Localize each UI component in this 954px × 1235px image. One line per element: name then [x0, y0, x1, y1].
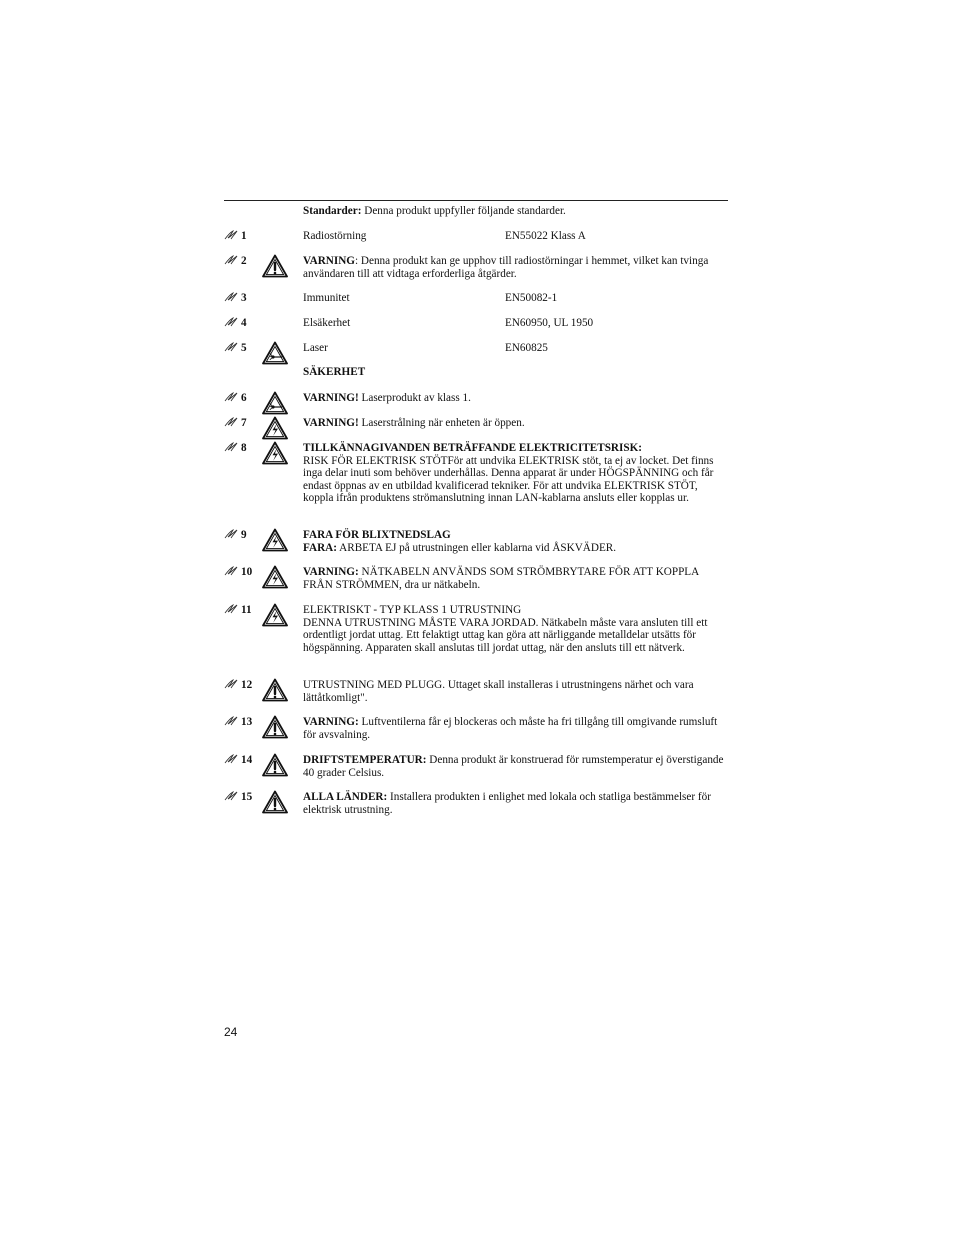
item-number: [224, 754, 260, 767]
item-number: [224, 417, 260, 430]
item-number-value: 9: [241, 529, 247, 541]
item-body: Installera produkten i enlighet med lokala och statliga bestämmelser för elektrisk utrustning.: [303, 791, 711, 816]
list-item: [224, 292, 728, 305]
item-number-value: 11: [241, 604, 252, 616]
item-body: Laserprodukt av klass 1.: [358, 392, 471, 404]
electric-shock-icon: [262, 416, 288, 440]
item-bold-lead-2: FARA:: [303, 541, 337, 554]
pen-note-icon: [224, 417, 239, 427]
item-bold-lead: VARNING!: [303, 392, 359, 404]
list-item: [224, 342, 728, 355]
pen-note-icon: [224, 791, 239, 801]
item-number-value: 15: [241, 791, 253, 803]
warning-exclamation-icon: [262, 753, 288, 777]
item-number: [224, 317, 260, 330]
section-heading: [303, 366, 728, 379]
list-item: [224, 417, 728, 430]
list-item: [224, 442, 728, 505]
item-number-value: 5: [241, 342, 247, 354]
standard-label: Laser: [303, 342, 328, 354]
list-item: [224, 529, 728, 554]
standard-label: Elsäkerhet: [303, 317, 351, 329]
item-bold-lead: ALLA LÄNDER:: [303, 791, 388, 803]
item-text: [303, 255, 728, 280]
item-body: Luftventilerna får ej blockeras och måste ha fri tillgång till omgivande rumsluft för avsvalning.: [303, 716, 718, 741]
list-item: [224, 255, 728, 280]
item-body: Denna produkt är konstruerad för rumstemperatur ej överstigande 40 grader Celsius.: [303, 754, 724, 779]
pen-note-icon: [224, 317, 239, 327]
item-number: [224, 292, 260, 305]
pen-note-icon: [224, 342, 239, 352]
item-number-value: 13: [241, 716, 253, 728]
item-text: [303, 754, 728, 779]
item-number-value: 6: [241, 392, 247, 404]
pen-note-icon: [224, 255, 239, 265]
item-bold-lead: TILLKÄNNAGIVANDEN BETRÄFFANDE ELEKTRICITETSRISK:: [303, 442, 643, 454]
item-bold-lead: VARNING:: [303, 566, 359, 578]
item-number-value: 8: [241, 442, 247, 454]
pen-note-icon: [224, 716, 239, 726]
list-item: [224, 791, 728, 816]
item-text: [303, 417, 728, 430]
item-bold-lead: VARNING!: [303, 417, 359, 429]
item-body: : Denna produkt kan ge upphov till radiostörningar i hemmet, vilket kan tvinga användaren till att vidtaga erforderliga åtgärder.: [303, 255, 709, 280]
item-number-value: 3: [241, 292, 247, 304]
item-text: [303, 566, 728, 591]
pen-note-icon: [224, 230, 239, 240]
item-number-value: 14: [241, 754, 253, 766]
item-body: ELEKTRISKT - TYP KLASS 1 UTRUSTNING DENNA UTRUSTNING MÅSTE VARA JORDAD. Nätkabeln måste vara ansluten till ett ordentligt jordat uttag. Ett felaktigt uttag kan göra att närliggande metalldelar utsätts för högspänning. Apparaten skall anslutas till jordat uttag, när den ansluts till ett nätverk.: [303, 604, 708, 654]
laser-warning-icon: [262, 341, 288, 365]
top-rule: [224, 200, 728, 201]
item-number-value: 2: [241, 255, 247, 267]
item-number: [224, 529, 260, 542]
standard-value: EN50082-1: [505, 292, 558, 304]
item-text: [303, 529, 728, 554]
electric-shock-icon: [262, 565, 288, 589]
pen-note-icon: [224, 679, 239, 689]
pen-note-icon: [224, 754, 239, 764]
intro-text: Denna produkt uppfyller följande standarder.: [361, 205, 566, 217]
pen-note-icon: [224, 604, 239, 614]
list-item: [224, 230, 728, 243]
item-bold-lead: VARNING:: [303, 716, 359, 728]
item-number-value: 7: [241, 417, 247, 429]
electric-shock-icon: [262, 528, 288, 552]
section-heading-text: SÄKERHET: [303, 366, 366, 378]
list-item: [224, 392, 728, 405]
item-number-value: 4: [241, 317, 247, 329]
standard-label: Immunitet: [303, 292, 350, 304]
pen-note-icon: [224, 566, 239, 576]
intro-label: Standarder:: [303, 205, 362, 217]
item-body: RISK FÖR ELEKTRISK STÖTFör att undvika ELEKTRISK stöt, ta ej av locket. Det finns inga delar inuti som behöver underhållas. Denna apparat är under HÖGSPÄNNING och får endast öppnas av en utbildad kvalificerad tekniker. För att undvika ELEKTRISK STÖT, koppla ifrån produktens strömanslutning innan LAN-kablarna ansluts eller kopplas ur.: [303, 454, 714, 505]
list-item: [224, 604, 728, 654]
section-heading-row: [224, 366, 728, 379]
standard-value: EN55022 Klass A: [505, 230, 586, 242]
warning-exclamation-icon: [262, 715, 288, 739]
list-item: [224, 566, 728, 591]
item-number-value: 12: [241, 679, 253, 691]
electric-shock-icon: [262, 441, 288, 465]
item-number-value: 10: [241, 566, 253, 578]
pen-note-icon: [224, 442, 239, 452]
item-number: [224, 716, 260, 729]
pen-note-icon: [224, 529, 239, 539]
item-body: NÄTKABELN ANVÄNDS SOM STRÖMBRYTARE FÖR ATT KOPPLA FRÅN STRÖMMEN, dra ur nätkabeln.: [303, 566, 699, 591]
item-text: [303, 442, 728, 505]
warning-exclamation-icon: [262, 790, 288, 814]
standard-value: EN60825: [505, 342, 548, 354]
item-text: [303, 392, 728, 405]
item-body: ARBETA EJ på utrustningen eller kablarna vid ÅSKVÄDER.: [336, 541, 617, 554]
item-text: [303, 791, 728, 816]
item-number: [224, 342, 260, 355]
item-text: [303, 679, 728, 704]
electric-shock-icon: [262, 603, 288, 627]
warning-exclamation-icon: [262, 678, 288, 702]
item-text: [303, 604, 728, 654]
item-number-value: 1: [241, 230, 247, 242]
item-number: [224, 679, 260, 692]
standard-label: Radiostörning: [303, 230, 367, 242]
item-number: [224, 442, 260, 455]
list-item: [224, 754, 728, 779]
item-number: [224, 604, 260, 617]
item-number: [224, 392, 260, 405]
item-bold-lead: DRIFTSTEMPERATUR:: [303, 754, 427, 766]
list-item: [224, 716, 728, 741]
item-body: UTRUSTNING MED PLUGG. Uttaget skall installeras i utrustningens närhet och vara lättåtkomligt".: [303, 679, 694, 704]
pen-note-icon: [224, 392, 239, 402]
item-bold-lead: VARNING: [303, 255, 356, 267]
item-body: Laserstrålning när enheten är öppen.: [358, 417, 525, 429]
item-number: [224, 566, 260, 579]
standards-intro: [303, 205, 728, 218]
item-number: [224, 230, 260, 243]
warning-exclamation-icon: [262, 254, 288, 278]
item-bold-lead: FARA FÖR BLIXTNEDSLAG: [303, 529, 451, 541]
list-item: [224, 317, 728, 330]
list-item: [224, 679, 728, 704]
laser-warning-icon: [262, 391, 288, 415]
pen-note-icon: [224, 292, 239, 302]
item-number: [224, 255, 260, 268]
page-number: 24: [224, 1025, 238, 1039]
item-text: [303, 716, 728, 741]
item-number: [224, 791, 260, 804]
standard-value: EN60950, UL 1950: [505, 317, 594, 329]
